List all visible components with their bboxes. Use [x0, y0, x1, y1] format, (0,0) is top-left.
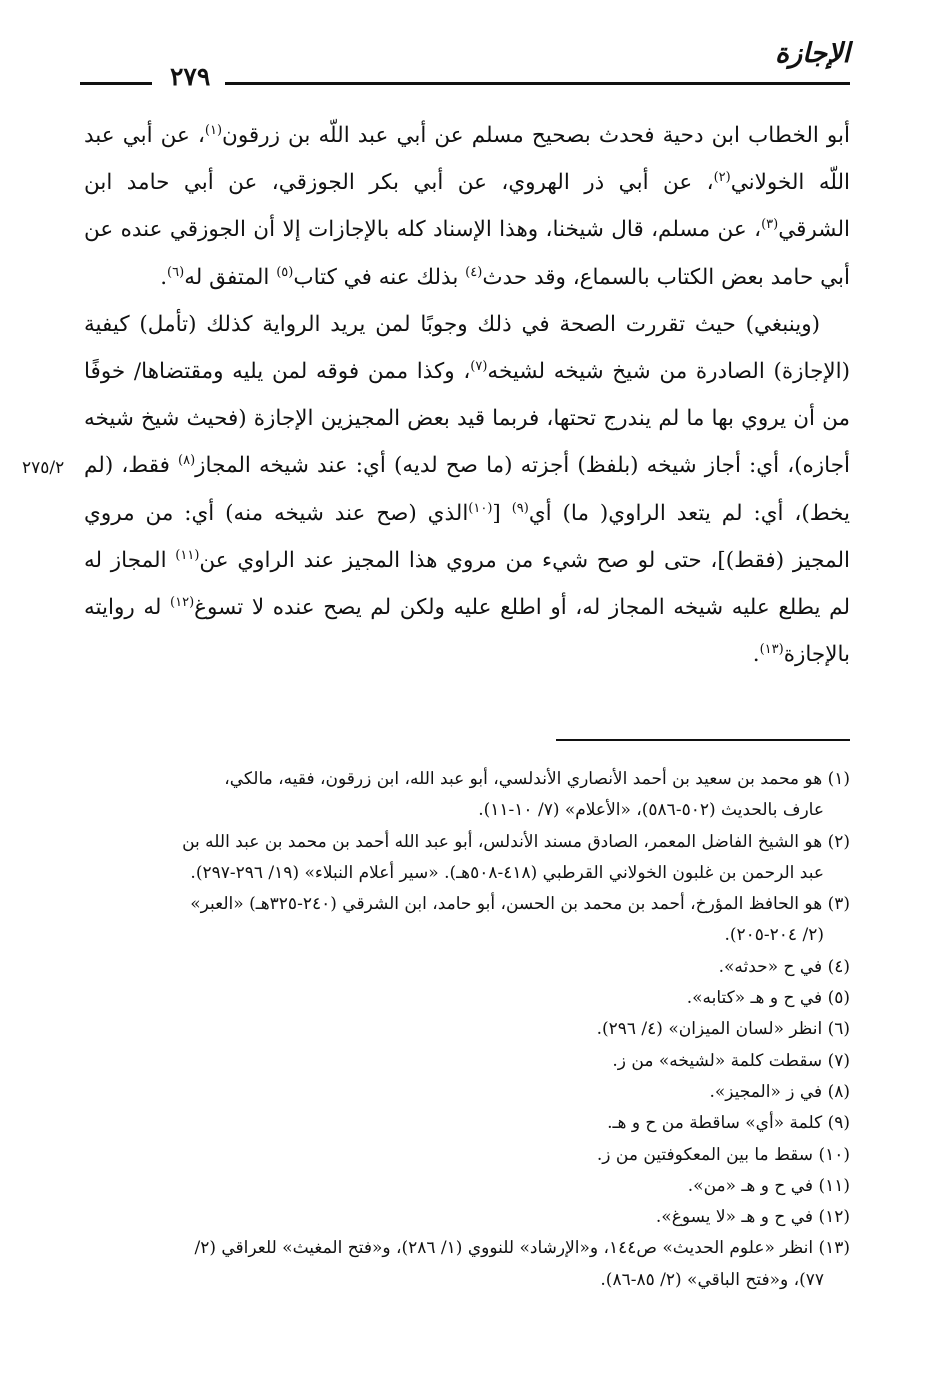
footnote-ref-1[interactable]: (١) [204, 122, 223, 138]
text-run: ، عن أبي عبد اللّه الخولاني [84, 123, 850, 196]
footnote-ref-13[interactable]: (١٣) [759, 642, 784, 658]
footnote-text: ٧٧)، و«فتح الباقي» (٢/ ٨٥-٨٦). [600, 1269, 824, 1290]
page-number: ٢٧٩ [164, 62, 216, 91]
footnotes [82, 764, 850, 1296]
footnote-ref-6[interactable]: (٦) [167, 264, 185, 280]
footnote-ref-8[interactable]: (٨) [178, 453, 196, 469]
footnote-text: عارف بالحديث (٥٠٢-٥٨٦)، «الأعلام» (٧/ ١٠-١١). [478, 800, 824, 821]
footnote-1 [82, 764, 850, 827]
footnote-ref-3[interactable]: (٣) [761, 217, 779, 233]
footnote-text: (١) هو محمد بن سعيد بن أحمد الأنصاري الأندلسي، أبو عبد الله، ابن زرقون، فقيه، مالكي، [224, 769, 850, 789]
text-run: له روايته بالإجازة [84, 595, 850, 668]
footnote-ref-5[interactable]: (٥) [276, 264, 294, 280]
footnote-ref-10[interactable]: (١٠) [468, 500, 493, 516]
text-run: أبو الخطاب ابن دحية فحدث بصحيح مسلم عن أبي عبد اللّه بن زرقون [222, 123, 850, 148]
footnote-text: (١٣) انظر «علوم الحديث» ص١٤٤، و«الإرشاد» للنووي (١/ ٢٨٦)، و«فتح المغيث» للعراقي (٢/ [194, 1238, 850, 1259]
footnote-text: عبد الرحمن بن غلبون الخولاني القرطبي (٤١٨-٥٠٨هـ). «سير أعلام النبلاء» (١٩/ ٢٩٦-٢٩٧). [190, 862, 824, 883]
text-run: ، عن مسلم، قال شيخنا، وهذا الإسناد كله بالإجازات إلا أن الجوزقي عنده عن أبي حامد بعض الكتاب بالسماع، وقد حدث [84, 217, 850, 290]
footnote-5: (٥) في ح و هـ «كتابه». [686, 988, 850, 1009]
footnote-2 [82, 827, 850, 890]
paragraph-2 [84, 301, 850, 679]
footnote-7: (٧) سقطت كلمة «لشيخه» من ز. [612, 1050, 850, 1071]
text-run: ، وكذا ممن فوقه لمن يليه ومقتضاها/ خوفًا من أن يروي بها ما لم يندرج تحتها، فربما قيد بعض المجيزين الإجازة (فحيث شيخ شيخه أجازه)، أي: أجاز شيخه (بلفظ) أجزته (ما صح لديه) أي: عند شيخه المجاز [84, 359, 850, 479]
text-run: [ [492, 500, 512, 526]
text-run: ، عن أبي ذر الهروي، عن أبي بكر الجوزقي، عن أبي حامد ابن الشرقي [84, 170, 850, 243]
footnote-ref-9[interactable]: (٩) [511, 500, 529, 516]
text-run: بذلك عنه في كتاب [293, 264, 466, 290]
footnote-9: (٩) كلمة «أي» ساقطة من ح و هـ. [607, 1113, 850, 1134]
text-run: المجاز له لم يطلع عليه شيخه المجاز له، أو اطلع عليه ولكن لم يصح عنده لا تسوغ [84, 547, 851, 621]
running-title: الإجازة [774, 38, 850, 69]
text-run: الذي (صح عند شيخه منه) أي: من مروي المجيز (فقط)]، حتى لو صح شيء من مروي هذا المجيز عند الراوي عن [84, 500, 851, 573]
text-run: المتفق له [184, 264, 277, 290]
footnote-11: (١١) في ح و هـ «من». [687, 1175, 850, 1196]
footnote-3 [82, 889, 850, 952]
header-rule-right [225, 82, 850, 85]
footnote-4: (٤) في ح «حدثه». [718, 956, 850, 977]
footnote-ref-11[interactable]: (١١) [175, 547, 200, 563]
footnote-ref-7[interactable]: (٧) [470, 358, 488, 374]
footnote-ref-2[interactable]: (٢) [713, 170, 731, 186]
footnote-ref-4[interactable]: (٤) [465, 264, 483, 280]
footnote-10: (١٠) سقط ما بين المعكوفتين من ز. [596, 1144, 850, 1165]
footnote-text: (٢/ ٢٠٤-٢٠٥). [724, 925, 824, 946]
footnote-text: (٢) هو الشيخ الفاضل المعمر، الصادق مسند الأندلس، أبو عبد الله أحمد بن محمد بن عبد الله بن [182, 831, 850, 852]
footnote-12: (١٢) في ح و هـ «لا يسوغ». [655, 1207, 850, 1228]
text-run: (وينبغي) حيث تقررت الصحة في ذلك وجوبًا لمن يريد الرواية كذلك (تأمل) كيفية (الإجازة) الصادرة من شيخ شيخه لشيخه [84, 311, 851, 385]
footnote-text: (٣) هو الحافظ المؤرخ، أحمد بن محمد بن الحسن، أبو حامد، ابن الشرقي (٢٤٠-٣٢٥هـ) «العبر» [190, 894, 850, 915]
footnote-ref-12[interactable]: (١٢) [170, 594, 195, 610]
footnote-13 [82, 1233, 850, 1296]
page-header [80, 38, 850, 94]
main-text [84, 112, 850, 678]
header-rule-left [80, 82, 152, 85]
footnote-separator [556, 739, 850, 741]
paragraph-1 [84, 112, 850, 301]
footnote-8: (٨) في ز «المجيز». [709, 1081, 850, 1102]
text-run: . [752, 642, 760, 668]
text-run: فقط، (لم يخط)، أي: لم يتعد الراوي( ما) أي [84, 453, 850, 526]
margin-page-reference: ٢٧٥/٢ [22, 458, 65, 478]
text-run: . [160, 264, 168, 290]
footnote-6: (٦) انظر «لسان الميزان» (٤/ ٢٩٦). [596, 1019, 850, 1040]
